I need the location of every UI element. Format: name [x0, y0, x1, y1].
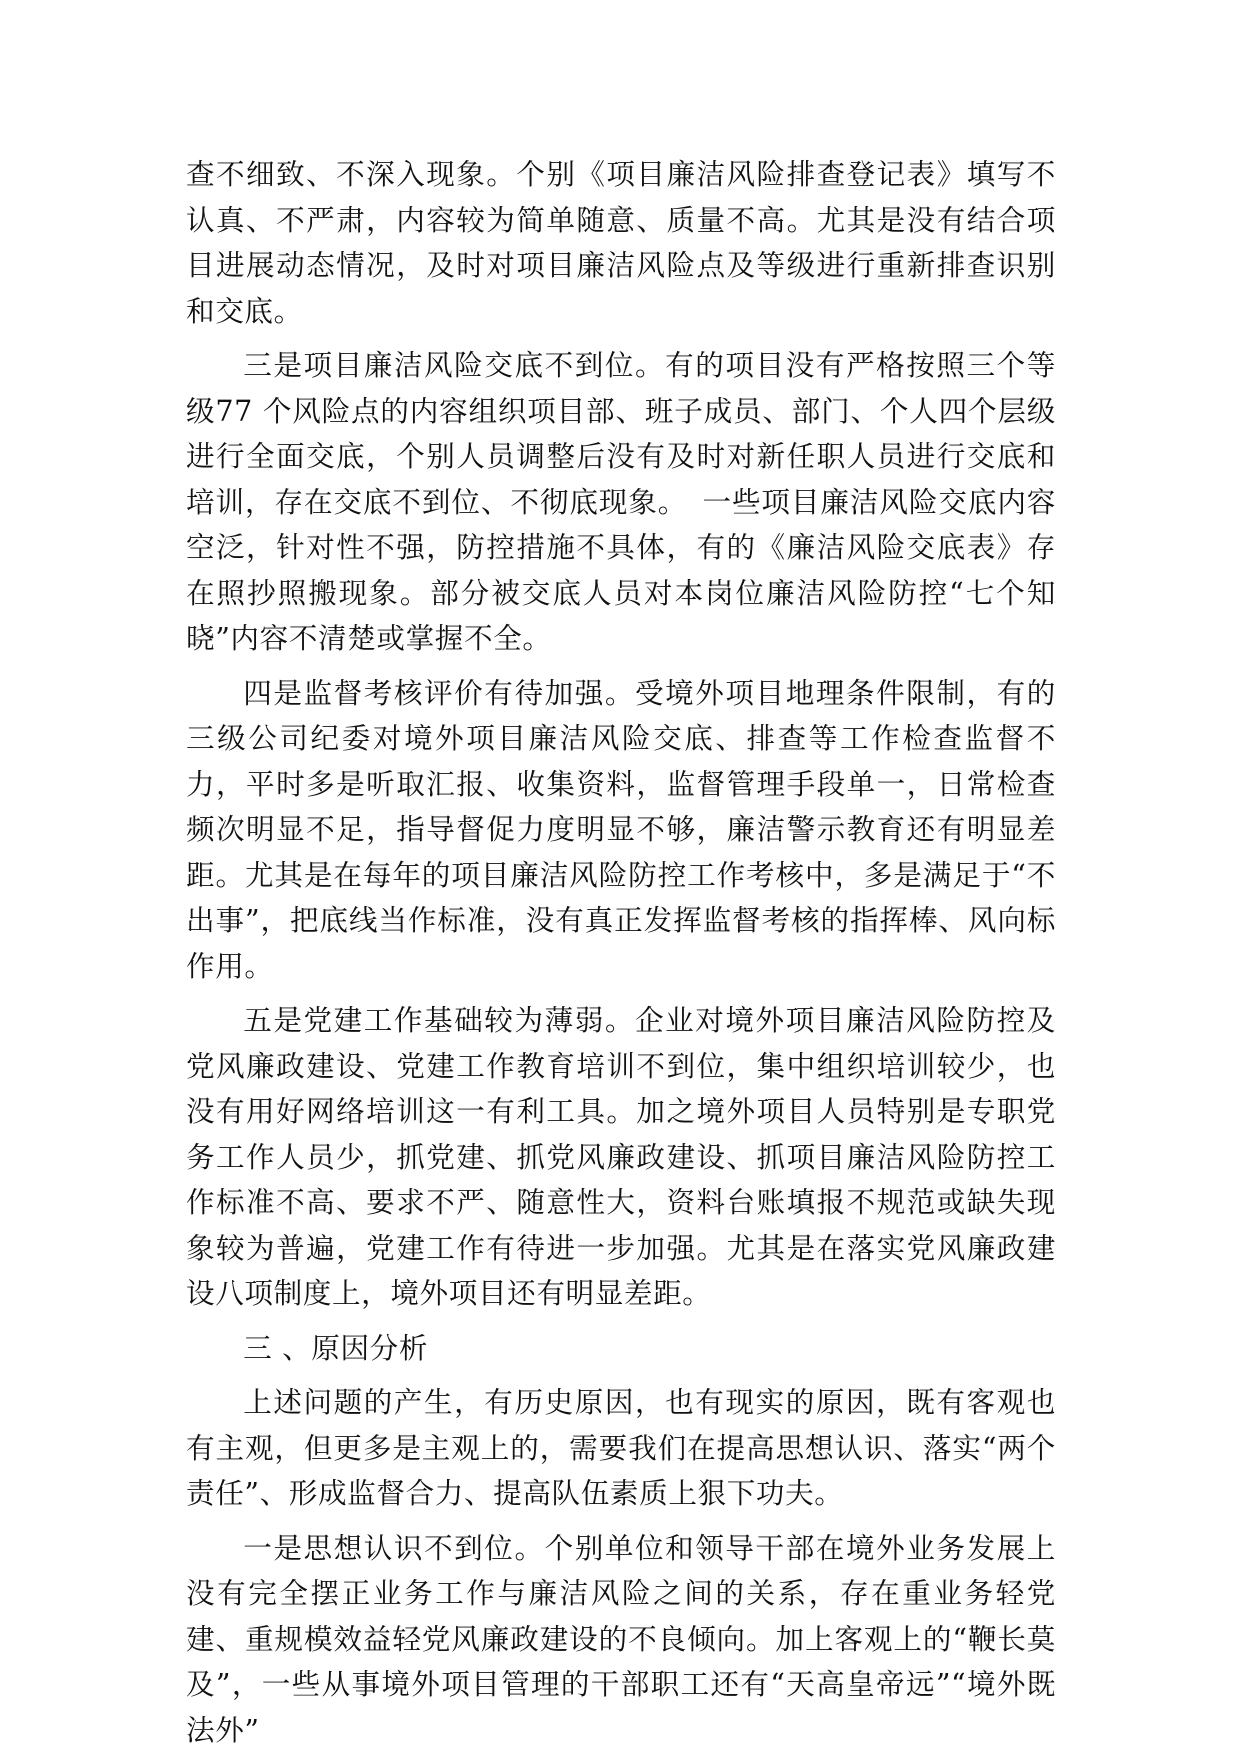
paragraph-continuation: 查不细致、不深入现象。个别《项目廉洁风险排查登记表》填写不认真、不严肃，内容较为简单随意、质量不高。尤其是没有结合项目进展动态情况，及时对项目廉洁风险点及等级进行重新排查识别和交底。: [186, 157, 1056, 328]
paragraph-cause-one: 一是思想认识不到位。个别单位和领导干部在境外业务发展上没有完全摆正业务工作与廉洁风险之间的关系，存在重业务轻党建、重规模效益轻党风廉政建设的不良倾向。加上客观上的“鞭长莫及”，一些从事境外项目管理的干部职工还有“天高皇帝远”“境外既法外”: [186, 1530, 1056, 1747]
document-page: [186, 152, 1056, 1762]
paragraph-point-three: 三是项目廉洁风险交底不到位。有的项目没有严格按照三个等级77 个风险点的内容组织项目部、班子成员、部门、个人四个层级进行全面交底，个别人员调整后没有及时对新任职人员进行交底和培训，存在交底不到位、不彻底现象。 一些项目廉洁风险交底内容空泛，针对性不强，防控措施不具体，有的《廉洁风险交底表》存在照抄照搬现象。部分被交底人员对本岗位廉洁风险防控“七个知晓”内容不清楚或掌握不全。: [186, 348, 1056, 655]
section-heading: 三 、原因分析: [243, 1330, 429, 1365]
paragraph-cause-intro: 上述问题的产生，有历史原因，也有现实的原因，既有客观也有主观，但更多是主观上的，需要我们在提高思想认识、落实“两个责任”、形成监督合力、提高队伍素质上狠下功夫。: [186, 1385, 1056, 1510]
paragraph-point-five: 五是党建工作基础较为薄弱。企业对境外项目廉洁风险防控及党风廉政建设、党建工作教育培训不到位，集中组织培训较少，也没有用好网络培训这一有利工具。加之境外项目人员特别是专职党务工作人员少，抓党建、抓党风廉政建设、抓项目廉洁风险防控工作标准不高、要求不严、随意性大，资料台账填报不规范或缺失现象较为普遍，党建工作有待进一步加强。尤其是在落实党风廉政建设八项制度上，境外项目还有明显差距。: [186, 1003, 1056, 1310]
paragraph-point-four: 四是监督考核评价有待加强。受境外项目地理条件限制，有的三级公司纪委对境外项目廉洁风险交底、排查等工作检查监督不力，平时多是听取汇报、收集资料，监督管理手段单一，日常检查频次明显不足，指导督促力度明显不够，廉洁警示教育还有明显差距。尤其是在每年的项目廉洁风险防控工作考核中，多是满足于“不出事”，把底线当作标准，没有真正发挥监督考核的指挥棒、风向标作用。: [186, 675, 1056, 983]
